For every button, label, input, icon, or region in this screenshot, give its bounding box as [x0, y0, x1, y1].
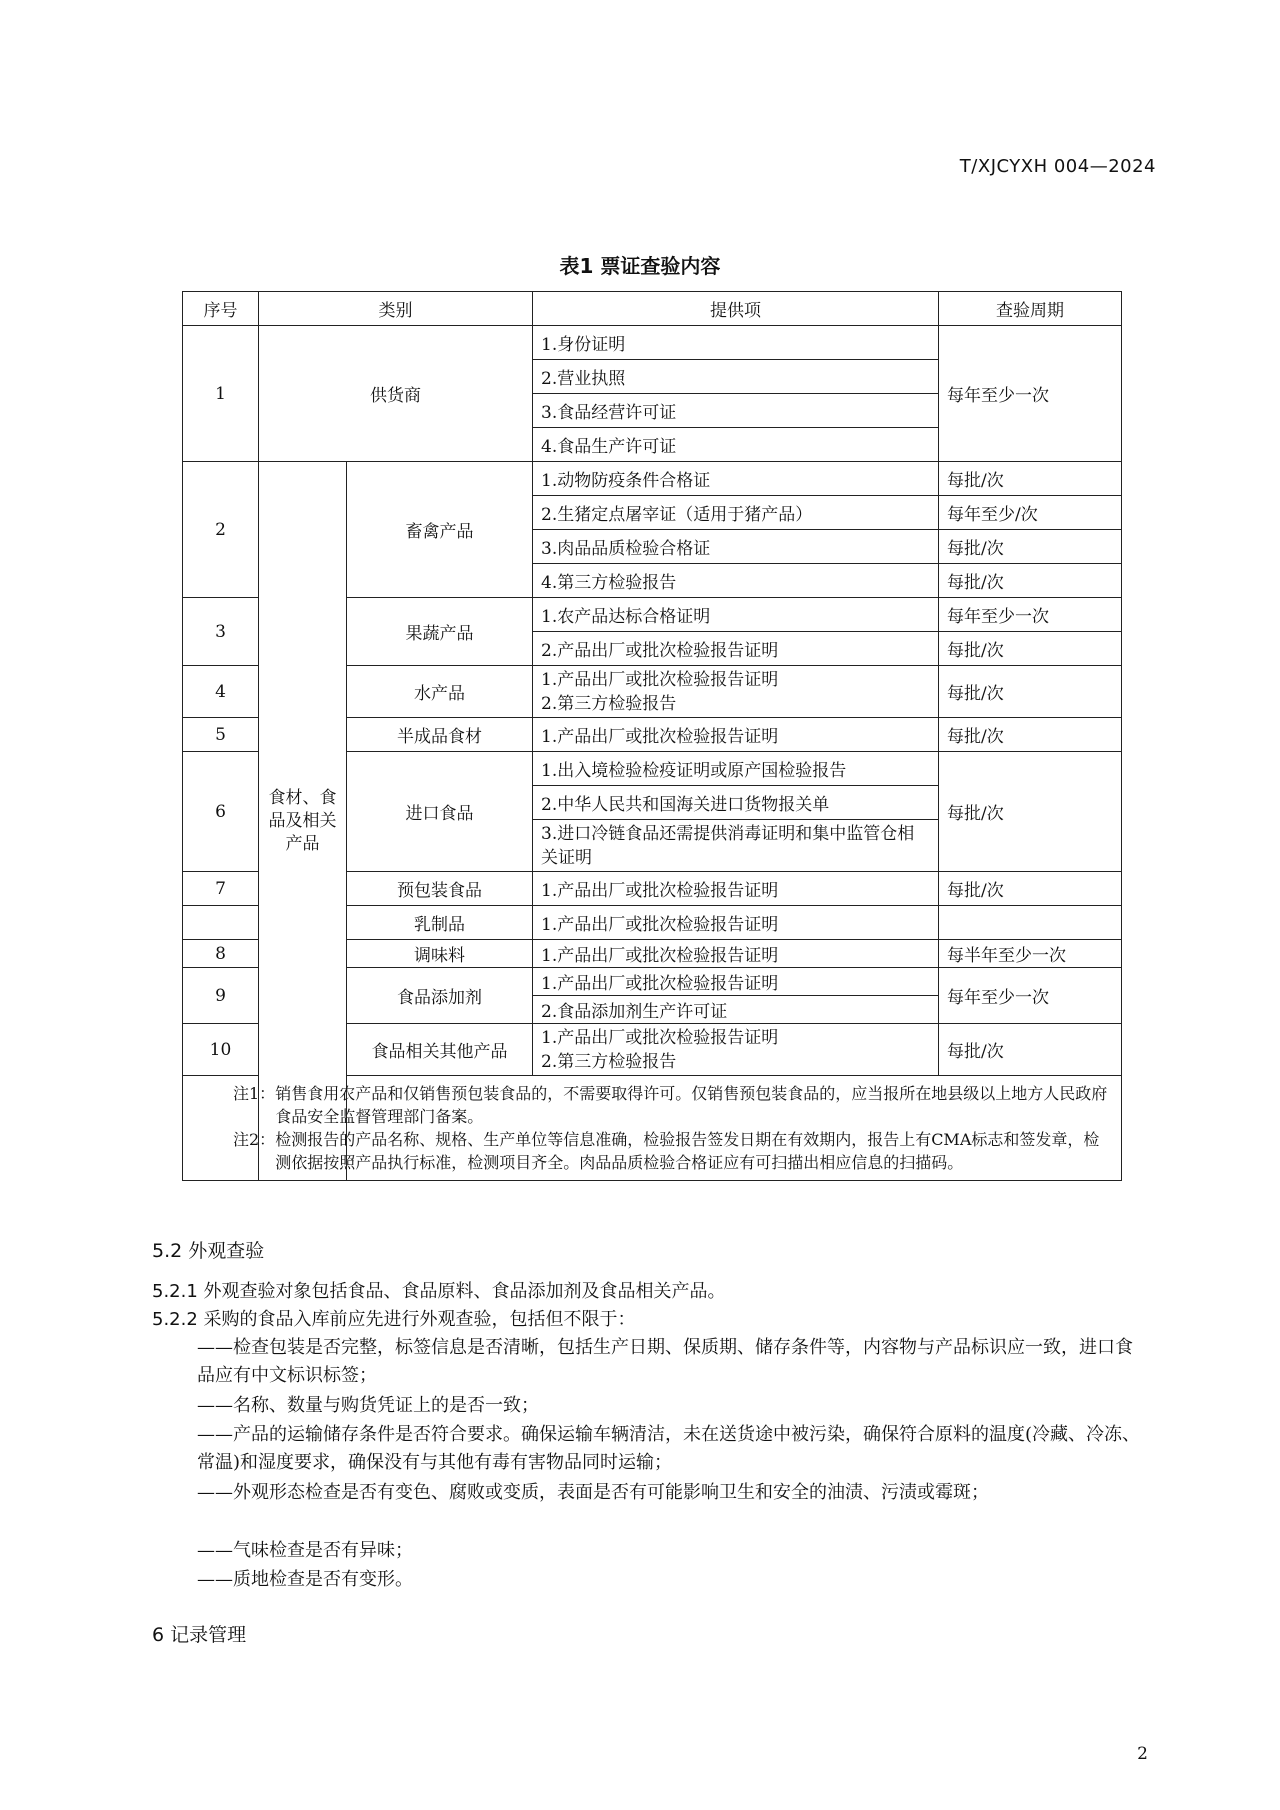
row-period: 每批/次: [939, 564, 1122, 598]
row-item: 2.中华人民共和国海关进口货物报关单: [533, 786, 939, 820]
row-category: 预包装食品: [347, 872, 533, 906]
row-period: 每批/次: [939, 752, 1122, 872]
document-code: T/XJCYXH 004—2024: [959, 156, 1156, 177]
row-item: 3.肉品品质检验合格证: [533, 530, 939, 564]
section-heading-6: 6 记录管理: [152, 1624, 247, 1646]
row-category: 食品相关其他产品: [347, 1024, 533, 1076]
header-category: 类别: [259, 292, 533, 326]
row-category: 果蔬产品: [347, 598, 533, 666]
table-title: 表1 票证查验内容: [559, 254, 721, 278]
row-no: 10: [183, 1024, 259, 1076]
table-notes-row: [183, 1076, 1122, 1181]
row-no: 9: [183, 968, 259, 1024]
row-item: 4.第三方检验报告: [533, 564, 939, 598]
row-period: 每批/次: [939, 530, 1122, 564]
table-header-row: [183, 292, 1122, 326]
list-item: ——产品的运输储存条件是否符合要求。确保运输车辆清洁，未在送货途中被污染，确保符合原料的温度(冷藏、冷冻、常温)和湿度要求，确保没有与其他有毒有害物品同时运输；: [197, 1424, 1141, 1473]
list-item: ——气味检查是否有异味；: [197, 1540, 413, 1561]
row-category: 食品添加剂: [347, 968, 533, 1024]
row-period: 每批/次: [939, 718, 1122, 752]
section-heading-5-2: 5.2 外观查验: [152, 1240, 265, 1262]
row-period: 每年至少一次: [939, 326, 1122, 462]
row-category: 水产品: [347, 666, 533, 718]
row-item: 2.产品出厂或批次检验报告证明: [533, 632, 939, 666]
row-period: 每半年至少一次: [939, 940, 1122, 968]
paragraph-5-2-2: 5.2.2 采购的食品入库前应先进行外观查验，包括但不限于：: [152, 1309, 636, 1330]
row-item: 1.动物防疫条件合格证: [533, 462, 939, 496]
list-item: ——质地检查是否有变形。: [197, 1569, 413, 1590]
table-notes: [183, 1076, 1122, 1181]
row-item: 1.农产品达标合格证明: [533, 598, 939, 632]
row-period: 每批/次: [939, 462, 1122, 496]
row-period: 每批/次: [939, 872, 1122, 906]
certificate-inspection-table: [182, 291, 1122, 1181]
row-item: 4.食品生产许可证: [533, 428, 939, 462]
row-item: 3.食品经营许可证: [533, 394, 939, 428]
header-period: 查验周期: [939, 292, 1122, 326]
row-category: 供货商: [259, 326, 533, 462]
row-item: 3.进口冷链食品还需提供消毒证明和集中监管仓相关证明: [533, 820, 939, 872]
page-number: 2: [1137, 1744, 1148, 1764]
row-category: 乳制品: [347, 906, 533, 940]
table-row: [183, 326, 1122, 360]
row-item: 1.产品出厂或批次检验报告证明 2.第三方检验报告: [533, 1024, 939, 1076]
row-item: 2.营业执照: [533, 360, 939, 394]
food-group-label: 食材、食品及相关产品: [259, 462, 347, 1181]
paragraph-5-2-1: 5.2.1 外观查验对象包括食品、食品原料、食品添加剂及食品相关产品。: [152, 1281, 726, 1302]
row-no: 4: [183, 666, 259, 718]
row-item: 1.产品出厂或批次检验报告证明: [533, 718, 939, 752]
row-period: 每批/次: [939, 632, 1122, 666]
row-no: 6: [183, 752, 259, 872]
row-no: 5: [183, 718, 259, 752]
row-item: 1.出入境检验检疫证明或原产国检验报告: [533, 752, 939, 786]
row-item: 1.产品出厂或批次检验报告证明: [533, 940, 939, 968]
row-period: [939, 906, 1122, 940]
header-no: 序号: [183, 292, 259, 326]
row-item: 2.生猪定点屠宰证（适用于猪产品）: [533, 496, 939, 530]
row-period: 每年至少一次: [939, 968, 1122, 1024]
row-category: 进口食品: [347, 752, 533, 872]
row-item: 2.食品添加剂生产许可证: [533, 996, 939, 1024]
list-item: ——检查包装是否完整，标签信息是否清晰，包括生产日期、保质期、储存条件等，内容物与产品标识应一致，进口食品应有中文标识标签；: [197, 1337, 1133, 1386]
note-2: 注2： 检测报告的产品名称、规格、生产单位等信息准确，检验报告签发日期在有效期内，报告上有CMA标志和签发章，检测依据按照产品执行标准，检测项目齐全。肉品品质检验合格证应有可扫描出相应信息的扫描码。: [233, 1130, 1100, 1172]
row-no: 7: [183, 872, 259, 906]
row-no: 1: [183, 326, 259, 462]
row-period: 每批/次: [939, 1024, 1122, 1076]
row-item: 1.身份证明: [533, 326, 939, 360]
note-1: 注1： 销售食用农产品和仅销售预包装食品的，不需要取得许可。仅销售预包装食品的，应当报所在地县级以上地方人民政府食品安全监督管理部门备案。: [233, 1084, 1108, 1126]
row-category: 半成品食材: [347, 718, 533, 752]
row-item: 1.产品出厂或批次检验报告证明: [533, 906, 939, 940]
list-item: ——名称、数量与购货凭证上的是否一致；: [197, 1395, 539, 1416]
row-item: 1.产品出厂或批次检验报告证明 2.第三方检验报告: [533, 666, 939, 718]
table-row: [183, 462, 1122, 496]
row-category: 调味料: [347, 940, 533, 968]
row-period: 每年至少一次: [939, 598, 1122, 632]
row-item: 1.产品出厂或批次检验报告证明: [533, 968, 939, 996]
header-items: 提供项: [533, 292, 939, 326]
row-no: 2: [183, 462, 259, 598]
row-item: 1.产品出厂或批次检验报告证明: [533, 872, 939, 906]
row-no: [183, 906, 259, 940]
row-period: 每年至少/次: [939, 496, 1122, 530]
row-period: 每批/次: [939, 666, 1122, 718]
list-item: ——外观形态检查是否有变色、腐败或变质，表面是否有可能影响卫生和安全的油渍、污渍或霉斑；: [197, 1482, 989, 1503]
row-category: 畜禽产品: [347, 462, 533, 598]
row-no: 8: [183, 940, 259, 968]
row-no: 3: [183, 598, 259, 666]
